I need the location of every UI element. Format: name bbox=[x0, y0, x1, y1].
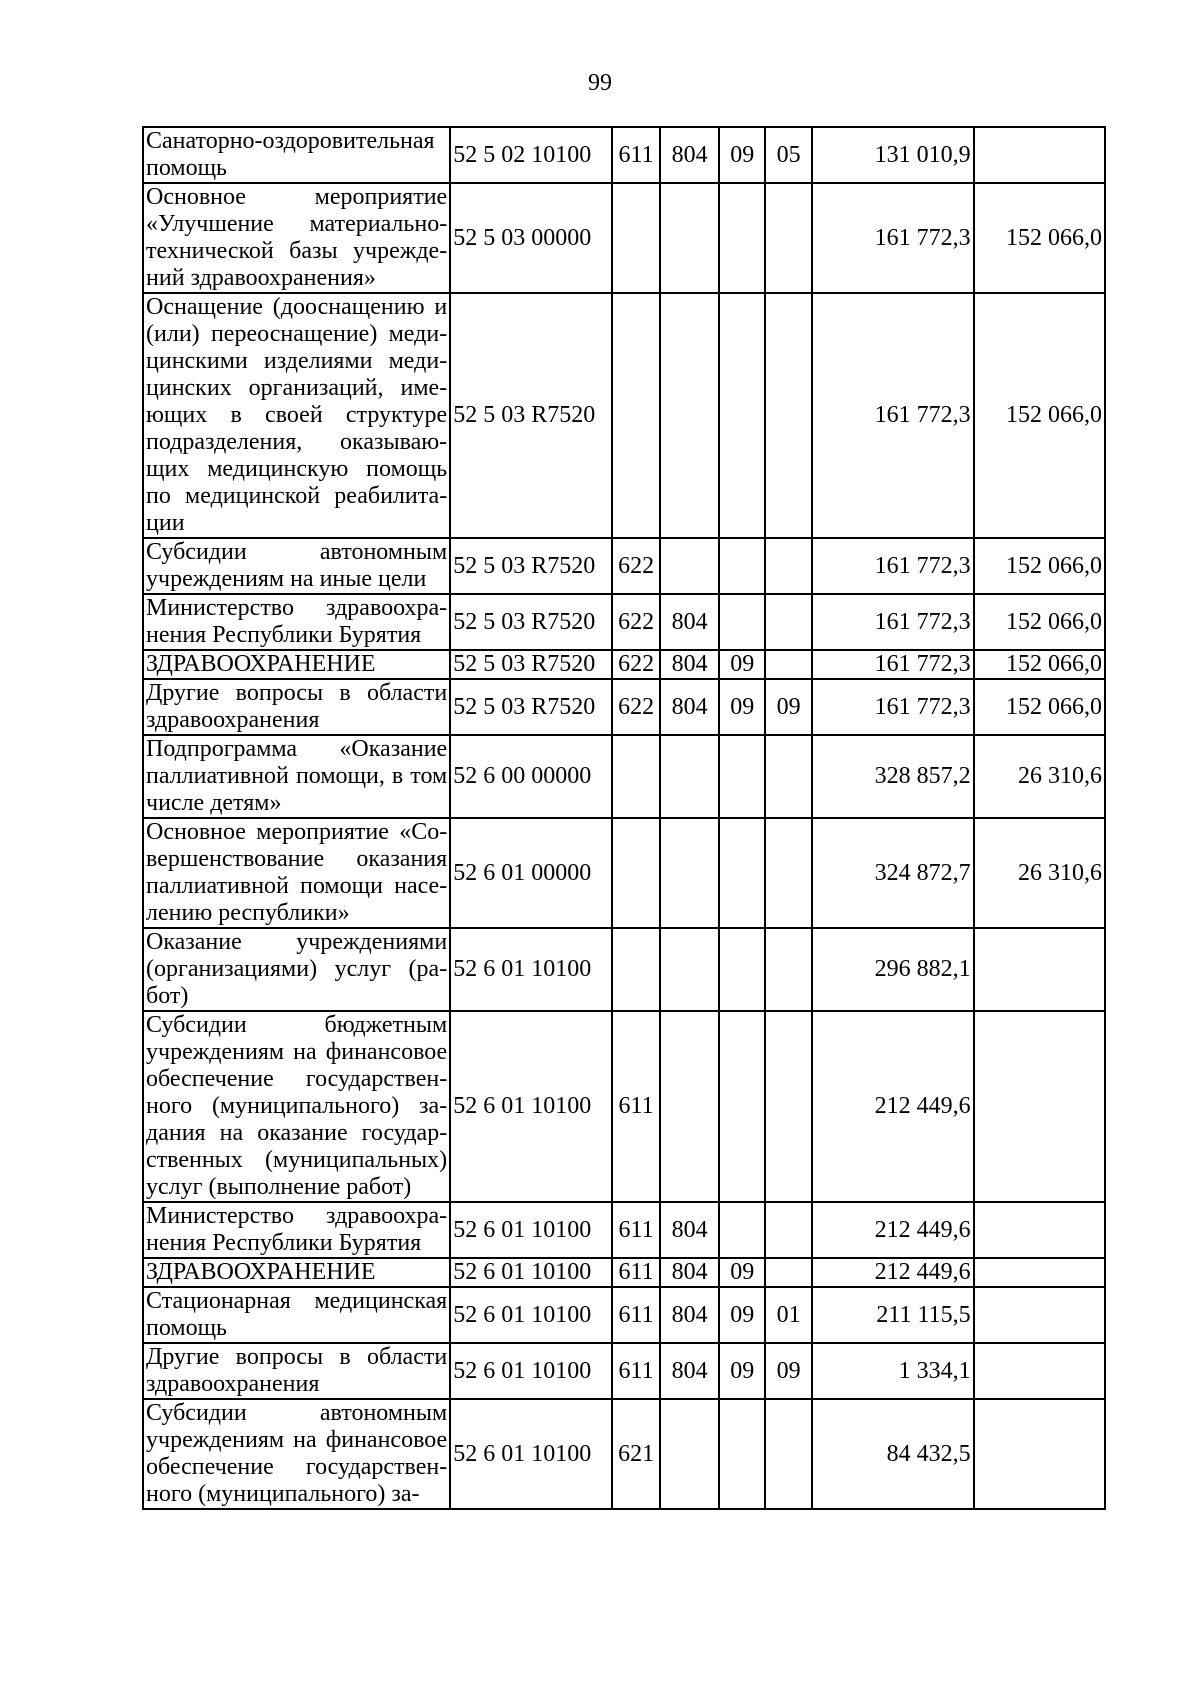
row-amount-2-cell bbox=[974, 1399, 1105, 1509]
row-code-cell: 52 6 01 00000 bbox=[450, 818, 612, 928]
row-subsection-cell bbox=[765, 735, 811, 818]
row-code-cell: 52 5 03 R7520 bbox=[450, 538, 612, 594]
row-name-cell: Другие вопросы в области здравоохранения bbox=[143, 1343, 450, 1399]
row-name-cell: Другие вопросы в области здравоохранения bbox=[143, 679, 450, 735]
row-section-cell: 09 bbox=[719, 1343, 765, 1399]
row-amount-2-cell: 152 066,0 bbox=[974, 183, 1105, 293]
row-expense-type-cell: 622 bbox=[612, 650, 661, 679]
row-code-cell: 52 5 03 R7520 bbox=[450, 679, 612, 735]
row-subsection-cell: 01 bbox=[765, 1287, 811, 1343]
row-ministry-code-cell bbox=[660, 538, 719, 594]
table-row bbox=[143, 679, 1105, 735]
row-section-cell: 09 bbox=[719, 679, 765, 735]
table-body bbox=[143, 127, 1105, 1509]
row-expense-type-cell: 611 bbox=[612, 1202, 661, 1258]
table-row bbox=[143, 928, 1105, 1011]
row-code-cell: 52 5 03 R7520 bbox=[450, 650, 612, 679]
row-name-cell: Санаторно-оздоровительная помощь bbox=[143, 127, 450, 183]
row-amount-1-cell: 212 449,6 bbox=[812, 1202, 974, 1258]
table-row bbox=[143, 650, 1105, 679]
row-name-cell: Оказание учреждениями (организациями) услуг (ра-бот) bbox=[143, 928, 450, 1011]
row-subsection-cell bbox=[765, 1258, 811, 1287]
table-row bbox=[143, 1011, 1105, 1202]
table-row bbox=[143, 1399, 1105, 1509]
row-amount-2-cell: 26 310,6 bbox=[974, 735, 1105, 818]
row-name-cell: Стационарная медицинская помощь bbox=[143, 1287, 450, 1343]
row-expense-type-cell: 611 bbox=[612, 1011, 661, 1202]
row-amount-1-cell: 324 872,7 bbox=[812, 818, 974, 928]
row-amount-2-cell bbox=[974, 928, 1105, 1011]
row-amount-2-cell bbox=[974, 1258, 1105, 1287]
row-name-cell: Субсидии автономным учреждениям на финансовое обеспечение государствен-ного (муниципального) за- bbox=[143, 1399, 450, 1509]
row-ministry-code-cell bbox=[660, 1011, 719, 1202]
row-section-cell bbox=[719, 1011, 765, 1202]
table-row bbox=[143, 594, 1105, 650]
row-section-cell bbox=[719, 293, 765, 538]
row-amount-1-cell: 161 772,3 bbox=[812, 650, 974, 679]
row-name-cell: Министерство здравоохра-нения Республики Бурятия bbox=[143, 1202, 450, 1258]
row-ministry-code-cell: 804 bbox=[660, 1287, 719, 1343]
row-ministry-code-cell bbox=[660, 1399, 719, 1509]
row-amount-1-cell: 1 334,1 bbox=[812, 1343, 974, 1399]
row-amount-2-cell bbox=[974, 1343, 1105, 1399]
table-row bbox=[143, 183, 1105, 293]
row-ministry-code-cell: 804 bbox=[660, 127, 719, 183]
budget-table bbox=[142, 126, 1106, 1510]
row-section-cell: 09 bbox=[719, 1287, 765, 1343]
row-expense-type-cell: 611 bbox=[612, 1258, 661, 1287]
row-amount-1-cell: 212 449,6 bbox=[812, 1011, 974, 1202]
row-amount-1-cell: 84 432,5 bbox=[812, 1399, 974, 1509]
row-amount-2-cell: 26 310,6 bbox=[974, 818, 1105, 928]
row-code-cell: 52 5 03 R7520 bbox=[450, 594, 612, 650]
row-amount-2-cell: 152 066,0 bbox=[974, 650, 1105, 679]
row-code-cell: 52 6 01 10100 bbox=[450, 1202, 612, 1258]
row-name-cell: ЗДРАВООХРАНЕНИЕ bbox=[143, 650, 450, 679]
row-ministry-code-cell: 804 bbox=[660, 1258, 719, 1287]
row-subsection-cell bbox=[765, 183, 811, 293]
row-name-cell: ЗДРАВООХРАНЕНИЕ bbox=[143, 1258, 450, 1287]
table-row bbox=[143, 293, 1105, 538]
row-section-cell bbox=[719, 1399, 765, 1509]
row-subsection-cell bbox=[765, 1202, 811, 1258]
row-amount-1-cell: 328 857,2 bbox=[812, 735, 974, 818]
row-ministry-code-cell bbox=[660, 293, 719, 538]
row-expense-type-cell: 611 bbox=[612, 127, 661, 183]
row-subsection-cell: 05 bbox=[765, 127, 811, 183]
row-subsection-cell: 09 bbox=[765, 679, 811, 735]
row-expense-type-cell: 622 bbox=[612, 679, 661, 735]
row-ministry-code-cell bbox=[660, 818, 719, 928]
row-expense-type-cell: 622 bbox=[612, 594, 661, 650]
row-amount-2-cell: 152 066,0 bbox=[974, 594, 1105, 650]
row-code-cell: 52 5 03 R7520 bbox=[450, 293, 612, 538]
row-expense-type-cell bbox=[612, 183, 661, 293]
row-name-cell: Оснащение (дооснащению и (или) переоснащение) меди-цинскими изделиями меди-цинских организаций, име-ющих в своей структуре подразделения, оказываю-щих медицинскую помощь по медицинской реабилита-ции bbox=[143, 293, 450, 538]
row-ministry-code-cell: 804 bbox=[660, 594, 719, 650]
row-expense-type-cell: 611 bbox=[612, 1343, 661, 1399]
row-subsection-cell bbox=[765, 1011, 811, 1202]
row-expense-type-cell bbox=[612, 928, 661, 1011]
row-code-cell: 52 5 02 10100 bbox=[450, 127, 612, 183]
row-amount-1-cell: 131 010,9 bbox=[812, 127, 974, 183]
row-amount-2-cell: 152 066,0 bbox=[974, 293, 1105, 538]
row-subsection-cell bbox=[765, 293, 811, 538]
row-code-cell: 52 5 03 00000 bbox=[450, 183, 612, 293]
row-amount-2-cell: 152 066,0 bbox=[974, 538, 1105, 594]
row-expense-type-cell bbox=[612, 293, 661, 538]
row-code-cell: 52 6 01 10100 bbox=[450, 1287, 612, 1343]
row-expense-type-cell bbox=[612, 735, 661, 818]
table-row bbox=[143, 127, 1105, 183]
row-ministry-code-cell bbox=[660, 928, 719, 1011]
table-row bbox=[143, 1343, 1105, 1399]
row-amount-2-cell: 152 066,0 bbox=[974, 679, 1105, 735]
row-subsection-cell bbox=[765, 818, 811, 928]
row-subsection-cell bbox=[765, 538, 811, 594]
row-code-cell: 52 6 01 10100 bbox=[450, 928, 612, 1011]
row-ministry-code-cell: 804 bbox=[660, 650, 719, 679]
row-ministry-code-cell bbox=[660, 183, 719, 293]
row-amount-1-cell: 161 772,3 bbox=[812, 679, 974, 735]
row-amount-1-cell: 211 115,5 bbox=[812, 1287, 974, 1343]
row-amount-2-cell bbox=[974, 127, 1105, 183]
row-ministry-code-cell: 804 bbox=[660, 1343, 719, 1399]
row-amount-1-cell: 161 772,3 bbox=[812, 538, 974, 594]
row-section-cell bbox=[719, 818, 765, 928]
table-row bbox=[143, 1287, 1105, 1343]
row-amount-2-cell bbox=[974, 1011, 1105, 1202]
row-section-cell: 09 bbox=[719, 127, 765, 183]
row-name-cell: Основное мероприятие «Со-вершенствование оказания паллиативной помощи насе-лению республики» bbox=[143, 818, 450, 928]
row-amount-1-cell: 296 882,1 bbox=[812, 928, 974, 1011]
row-subsection-cell: 09 bbox=[765, 1343, 811, 1399]
row-expense-type-cell: 621 bbox=[612, 1399, 661, 1509]
row-amount-1-cell: 212 449,6 bbox=[812, 1258, 974, 1287]
row-subsection-cell bbox=[765, 650, 811, 679]
row-section-cell bbox=[719, 735, 765, 818]
row-name-cell: Основное мероприятие «Улучшение материально-технической базы учрежде-ний здравоохранения» bbox=[143, 183, 450, 293]
row-subsection-cell bbox=[765, 928, 811, 1011]
row-expense-type-cell bbox=[612, 818, 661, 928]
table-row bbox=[143, 538, 1105, 594]
row-section-cell bbox=[719, 183, 765, 293]
row-ministry-code-cell: 804 bbox=[660, 1202, 719, 1258]
row-amount-2-cell bbox=[974, 1202, 1105, 1258]
row-name-cell: Министерство здравоохра-нения Республики Бурятия bbox=[143, 594, 450, 650]
row-section-cell bbox=[719, 1202, 765, 1258]
row-section-cell: 09 bbox=[719, 650, 765, 679]
row-amount-1-cell: 161 772,3 bbox=[812, 594, 974, 650]
row-code-cell: 52 6 00 00000 bbox=[450, 735, 612, 818]
row-code-cell: 52 6 01 10100 bbox=[450, 1011, 612, 1202]
row-expense-type-cell: 611 bbox=[612, 1287, 661, 1343]
row-amount-2-cell bbox=[974, 1287, 1105, 1343]
table-row bbox=[143, 818, 1105, 928]
row-amount-1-cell: 161 772,3 bbox=[812, 293, 974, 538]
row-section-cell bbox=[719, 928, 765, 1011]
row-name-cell: Субсидии бюджетным учреждениям на финансовое обеспечение государствен-ного (муниципального) за-дания на оказание государ-ственных (муниципальных) услуг (выполнение работ) bbox=[143, 1011, 450, 1202]
row-section-cell bbox=[719, 594, 765, 650]
row-section-cell: 09 bbox=[719, 1258, 765, 1287]
row-section-cell bbox=[719, 538, 765, 594]
row-code-cell: 52 6 01 10100 bbox=[450, 1258, 612, 1287]
row-ministry-code-cell: 804 bbox=[660, 679, 719, 735]
table-row bbox=[143, 735, 1105, 818]
row-subsection-cell bbox=[765, 594, 811, 650]
row-subsection-cell bbox=[765, 1399, 811, 1509]
row-expense-type-cell: 622 bbox=[612, 538, 661, 594]
row-ministry-code-cell bbox=[660, 735, 719, 818]
row-name-cell: Субсидии автономным учреждениям на иные цели bbox=[143, 538, 450, 594]
row-code-cell: 52 6 01 10100 bbox=[450, 1343, 612, 1399]
page-number: 99 bbox=[588, 70, 612, 96]
row-amount-1-cell: 161 772,3 bbox=[812, 183, 974, 293]
table-row bbox=[143, 1202, 1105, 1258]
row-code-cell: 52 6 01 10100 bbox=[450, 1399, 612, 1509]
row-name-cell: Подпрограмма «Оказание паллиативной помощи, в том числе детям» bbox=[143, 735, 450, 818]
table-row bbox=[143, 1258, 1105, 1287]
